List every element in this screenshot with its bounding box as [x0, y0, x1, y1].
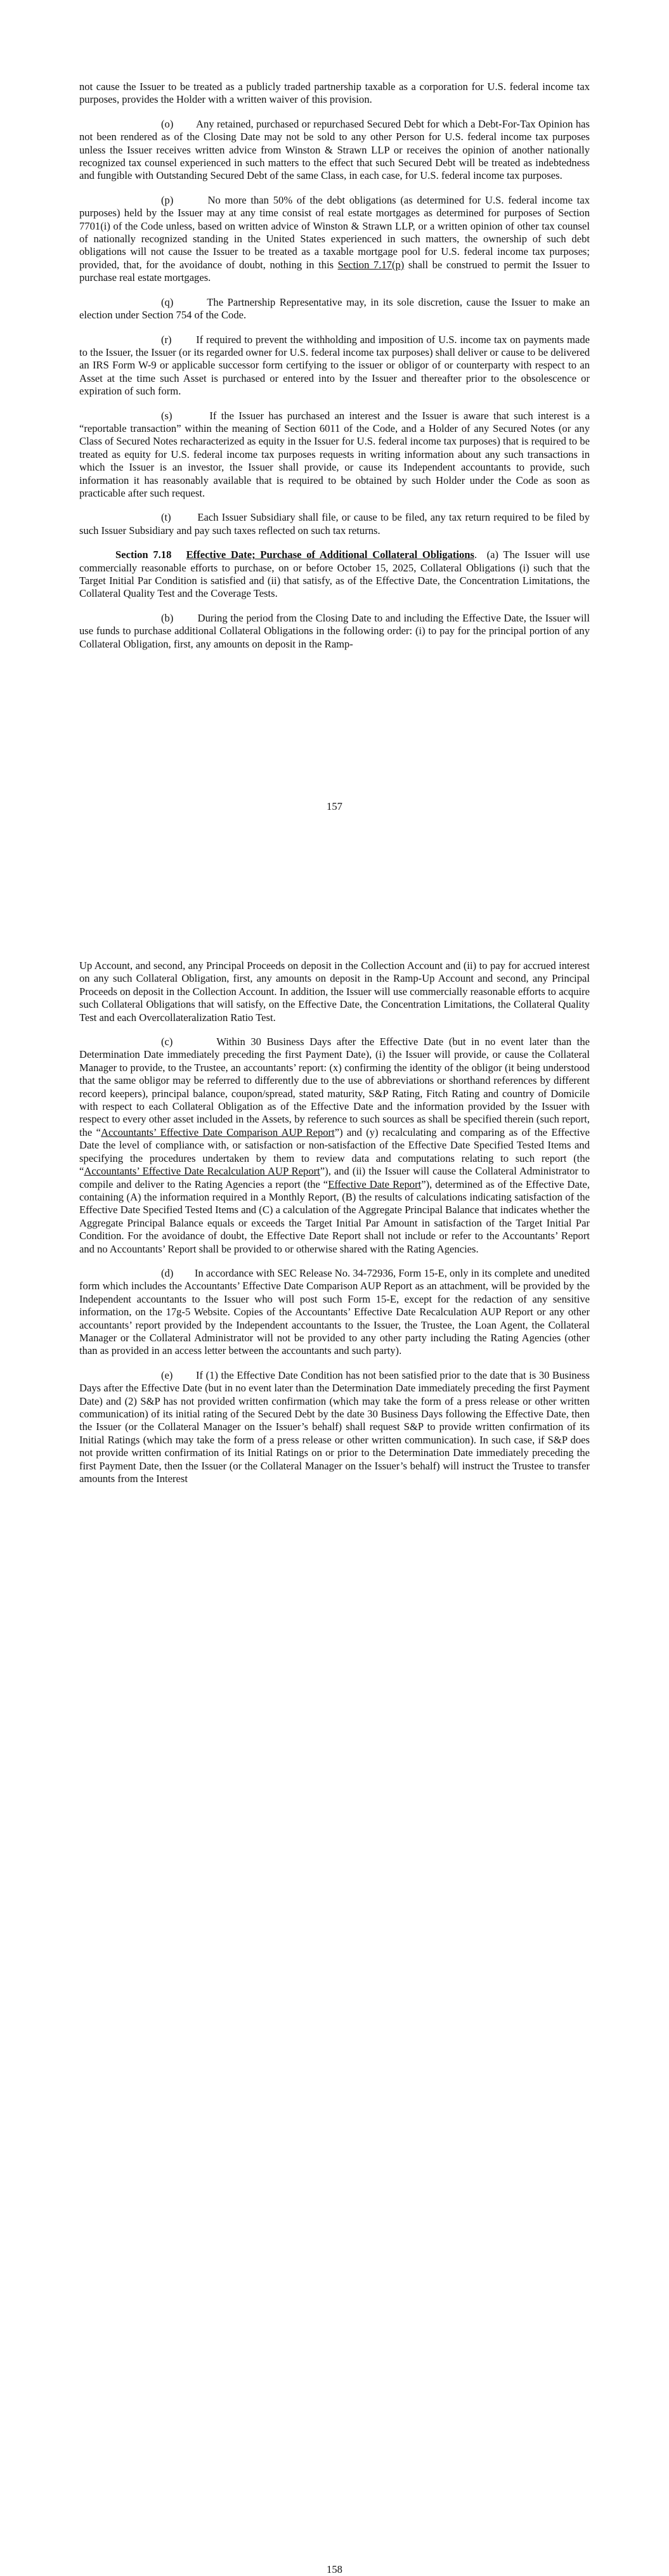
paragraph-t: [79, 511, 590, 537]
paragraph-p: [79, 194, 590, 285]
paragraph-text: If (1) the Effective Date Condition has not been satisfied prior to the date that is 30 Business Days after the Effective Date (but in no event later than the Determination Date immediately preceding the first Payment Date) and (2) S&P has not provided written confirmation (which may take the form of a press release or other written communication) of its initial rating of the Secured Debt by the date 30 Business Days following the Effective Date, then the Issuer (or the Collateral Manager on the Issuer’s behalf) shall request S&P to provide written confirmation of its Initial Ratings (which may take the form of a press release or other written communication). In such case, if S&P does not provide written confirmation of its Initial Ratings on or prior to the Determination Date immediately preceding the first Payment Date, then the Issuer (or the Collateral Manager on the Issuer’s behalf) will instruct the Trustee to transfer amounts from the Interest: [79, 1369, 590, 1485]
section-7-18-paragraph: Section 7.18 Effective Date; Purchase of Additional Collateral Obligations. (a) The Issuer will use commercially reasonable efforts to purchase, on or before October 15, 2025, Collateral Obligations (i) such that the Target Initial Par Condition is satisfied and (ii) that satisfy, as of the Effective Date, the Concentration Limitations, the Collateral Quality Test and the Coverage Tests.: [79, 549, 590, 600]
clause-label: (e): [161, 1369, 173, 1381]
defined-term: Effective Date Report: [328, 1178, 422, 1190]
continuation-paragraph: [79, 959, 590, 1024]
paragraph-text: ”), determined as of the Effective Date, containing (A) the information required in a Monthly Report, (B) the results of calculations indicating satisfaction of the Effective Date Specified Tested Items and (C) a calculation of the Aggregate Principal Balance that indicates whether the Aggregate Principal Balance equals or exceeds the Target Initial Par Amount in satisfaction of the Target Initial Par Condition. For the avoidance of doubt, the Effective Date Report shall not include or refer to the Accountants’ Report and no Accountants’ Report shall be provided to or otherwise shared with the Rating Agencies.: [79, 1178, 590, 1255]
paragraph-text: ”), and (ii) the Issuer will cause the Collateral Administrator to compile and deliver to the Rating Agencies a report (the “: [79, 1165, 590, 1190]
clause-label: (s): [161, 409, 172, 422]
paragraph-text: Up Account, and second, any Principal Proceeds on deposit in the Collection Account and (ii) to pay for accrued interest on any such Collateral Obligation, first, any amounts on deposit in the Ramp-Up Account and second, any Principal Proceeds on deposit in the Collection Account. In addition, the Issuer will use commercially reasonable efforts to acquire such Collateral Obligations that will satisfy, on the Effective Date, the Concentration Limitations, the Collateral Quality Test and each Overcollateralization Ratio Test.: [79, 959, 590, 1024]
paragraph-d: [79, 1267, 590, 1358]
paragraph-text: The Issuer will use commercially reasonable efforts to purchase, on or before October 15, 2025, Collateral Obligations (i) such that the Target Initial Par Condition is satisfied and (ii) that satisfy, as of the Effective Date, the Concentration Limitations, the Collateral Quality Test and the Coverage Tests.: [79, 549, 590, 600]
continuation-paragraph: [79, 81, 590, 107]
clause-label: (p): [161, 193, 174, 206]
paragraph-text: not cause the Issuer to be treated as a publicly traded partnership taxable as a corporation for U.S. federal income tax purposes, provides the Holder with a written waiver of this provision.: [79, 81, 590, 106]
paragraph-c: [79, 1036, 590, 1256]
paragraph-text: Each Issuer Subsidiary shall file, or cause to be filed, any tax return required to be filed by such Issuer Subsidiary and pay such taxes reflected on such tax returns.: [79, 511, 590, 537]
paragraph-text: During the period from the Closing Date to and including the Effective Date, the Issuer will use funds to purchase additional Collateral Obligations in the following order: (i) to pay for the principal portion of any Collateral Obligation, first, any amounts on deposit in the Ramp-: [79, 611, 590, 650]
page-number: 157: [327, 800, 342, 812]
paragraph-r: [79, 334, 590, 398]
paragraph-text: shall be construed to permit the Issuer to purchase real estate mortgages.: [79, 258, 590, 284]
paragraph-text: Within 30 Business Days after the Effective Date (but in no event later than the Determination Date immediately preceding the first Payment Date), (i) the Issuer will provide, or cause the Collateral Manager to provide, to the Trustee, an accountants’ report: (x) confirming the identity of the obligor (it being understood that the same obligor may be referred to differently due to the use of abbreviations or shorthand references by different record keepers), principal balance, coupon/spread, stated maturity, S&P Rating, Fitch Rating and country of Domicile with respect to each Collateral Obligation as of the Effective Date and the information provided by the Issuer with respect to every other asset included in the Assets, by reference to such sources as shall be specified therein (such report, the “: [79, 1036, 590, 1138]
paragraph-q: [79, 296, 590, 322]
clause-label: (d): [161, 1266, 174, 1279]
paragraph-text: The Partnership Representative may, in its sole discretion, cause the Issuer to make an election under Section 754 of the Code.: [79, 296, 590, 322]
paragraph-text: In accordance with SEC Release No. 34-72936, Form 15-E, only in its complete and unedited form which includes the Accountants’ Effective Date Comparison AUP Report as an attachment, will be provided by the Independent accountants to the Issuer who will post such Form 15-E, except for the redaction of any sensitive information, on the 17g-5 Website. Copies of the Accountants’ Effective Date Recalculation AUP Report or any other accountants’ report provided by the Independent accountants to the Issuer, the Trustee, the Loan Agent, the Collateral Manager or the Collateral Administrator will not be provided to any other party including the Rating Agencies (other than as provided in an access letter between the accountants and such party).: [79, 1266, 590, 1357]
paragraph-text: If required to prevent the withholding and imposition of U.S. income tax on payments made to the Issuer, the Issuer (or its regarded owner for U.S. federal income tax purposes) shall deliver or cause to be delivered an IRS Form W-9 or applicable successor form certifying to the issuer or obligor of or counterparty with respect to an Asset at the time such Asset is purchased or entered into by the Issuer and thereafter prior to the obsolescence or expiration of such form.: [79, 333, 590, 398]
clause-label: (c): [161, 1036, 173, 1048]
clause-label: (o): [161, 117, 174, 130]
paragraph-text: If the Issuer has purchased an interest and the Issuer is aware that such interest is a “reportable transaction” within the meaning of Section 6011 of the Code, and a Holder of any Secured Notes (or any Class of Secured Notes recharacterized as equity in the Issuer for U.S. federal income tax purposes) that is required to be treated as equity for U.S. federal income tax purposes requests in writing information about any such transactions in which the Issuer is an investor, the Issuer shall provide, or cause its Independent accountants to provide, such information it has reasonably available that is required to be obtained by such Holder under the Code as soon as practicable after such request.: [79, 409, 590, 499]
paragraph-e: [79, 1369, 590, 1486]
defined-term: Accountants’ Effective Date Comparison AUP Report: [100, 1126, 335, 1138]
paragraph-text: No more than 50% of the debt obligations (as determined for U.S. federal income tax purposes) held by the Issuer may at any time consist of real estate mortgages as determined for purposes of Section 7701(i) of the Code unless, based on written advice of Winston & Strawn LLP, or a written opinion of other tax counsel of nationally recognized standing in the United States experienced in such matters, the ownership of such debt obligations will not cause the Issuer to be treated as a taxable mortgage pool for U.S. federal income tax purposes; provided, that, for the avoidance of doubt, nothing in this: [79, 193, 590, 271]
section-number: Section 7.18: [115, 549, 172, 561]
page-body: [79, 81, 590, 662]
defined-term: Accountants’ Effective Date Recalculation AUP Report: [84, 1165, 320, 1178]
paragraph-s: [79, 410, 590, 500]
paragraph-text: ”) and (y) recalculating and comparing as of the Effective Date the level of compliance with, or satisfaction or non-satisfaction of the Effective Date Specified Tested Items and specifying the procedures undertaken by them to review data and computations relating to such report (the “: [79, 1126, 590, 1178]
section-reference: Section 7.17(p): [337, 258, 405, 271]
paragraph-text: Any retained, purchased or repurchased Secured Debt for which a Debt-For-Tax Opinion has not been rendered as of the Closing Date may not be sold to any other Person for U.S. federal income tax purposes unless the Issuer receives written advice from Winston & Strawn LLP or receives the opinion of another nationally recognized tax counsel experienced in such matters to the effect that such Secured Debt will be treated as indebtedness and fungible with Outstanding Secured Debt of the same Class, in each case, for U.S. federal income tax purposes.: [79, 117, 590, 182]
clause-label: (r): [161, 333, 172, 346]
section-title: Effective Date; Purchase of Additional Collateral Obligations: [186, 549, 474, 561]
paragraph-b: [79, 612, 590, 651]
clause-label: (t): [161, 511, 171, 524]
clause-label: (a): [486, 549, 499, 561]
clause-label: (q): [161, 296, 174, 308]
clause-label: (b): [161, 611, 174, 624]
page-158: [0, 866, 669, 2575]
page-157: [0, 0, 669, 866]
paragraph-o: [79, 118, 590, 183]
page-body: [79, 959, 590, 1497]
page-number: 158: [327, 2563, 342, 2575]
